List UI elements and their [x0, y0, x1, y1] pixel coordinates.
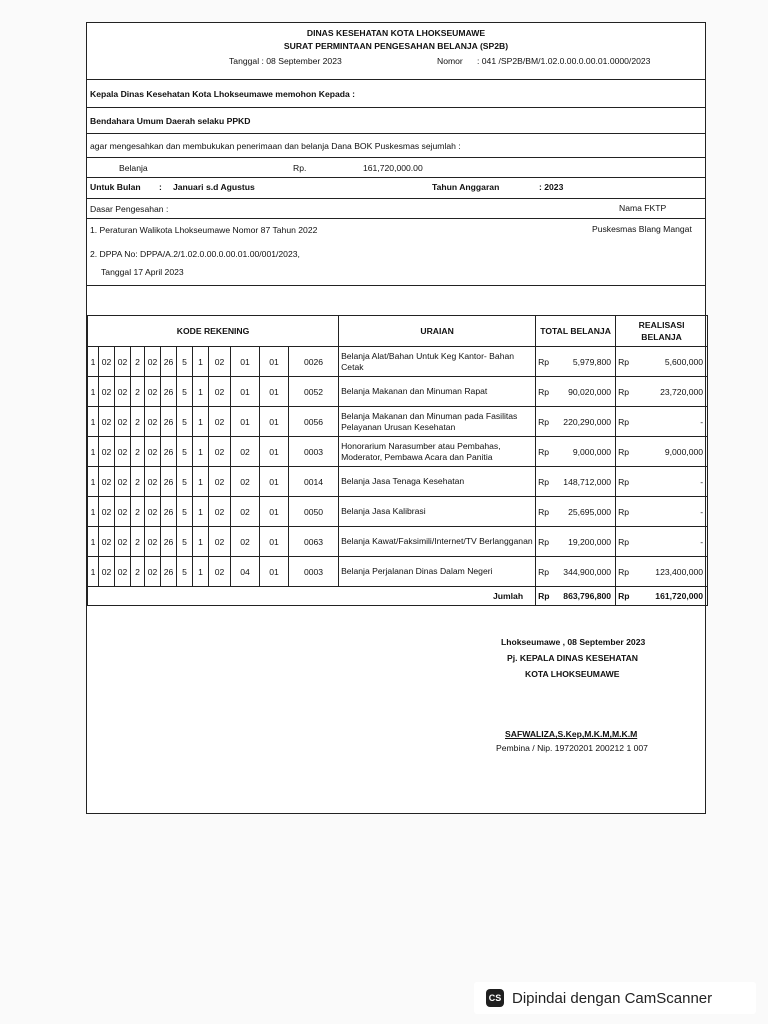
kode-cell: 2 [131, 467, 145, 497]
kode-cell: 02 [99, 377, 115, 407]
signature-place-date: Lhokseumawe , 08 September 2023 [501, 637, 646, 647]
kode-cell: 01 [231, 407, 260, 437]
realisasi-amount-cell: - [632, 407, 708, 437]
total-amount-cell: 19,200,000 [552, 527, 616, 557]
kode-cell: 5 [177, 437, 193, 467]
uraian-cell: Belanja Perjalanan Dinas Dalam Negeri [339, 557, 536, 587]
kode-cell: 26 [161, 467, 177, 497]
kode-cell: 02 [99, 497, 115, 527]
kode-cell: 02 [145, 407, 161, 437]
kode-cell: 02 [209, 347, 231, 377]
uraian-cell: Belanja Kawat/Faksimili/Internet/TV Berlangganan [339, 527, 536, 557]
reference-2: 2. DPPA No: DPPA/A.2/1.02.0.00.0.00.01.00/001/2023, [90, 249, 300, 259]
kode-cell: 02 [99, 557, 115, 587]
kode-cell: 02 [99, 527, 115, 557]
kode-cell: 2 [131, 557, 145, 587]
kode-cell: 01 [260, 377, 289, 407]
jumlah-row [88, 587, 708, 606]
total-amount-cell: 9,000,000 [552, 437, 616, 467]
table-row [88, 347, 708, 377]
kode-cell: 02 [115, 377, 131, 407]
kode-cell: 0050 [289, 497, 339, 527]
kode-cell: 02 [115, 527, 131, 557]
agar-line: agar mengesahkan dan membukukan penerimaan dan belanja Dana BOK Puskesmas sejumlah : [90, 141, 461, 151]
camscanner-icon: CS [486, 989, 504, 1007]
kode-cell: 02 [115, 497, 131, 527]
total-currency-cell: Rp [536, 497, 552, 527]
header-uraian: URAIAN [339, 316, 536, 347]
bulan-label: Untuk Bulan [90, 182, 141, 192]
belanja-amount: 161,720,000.00 [363, 163, 423, 173]
kode-cell: 02 [209, 527, 231, 557]
bulan-value: Januari s.d Agustus [173, 182, 255, 192]
header-total-belanja: TOTAL BELANJA [536, 316, 616, 347]
table-row [88, 467, 708, 497]
jumlah-realisasi-currency: Rp [616, 587, 632, 606]
kode-cell: 5 [177, 407, 193, 437]
table-row [88, 497, 708, 527]
realisasi-currency-cell: Rp [616, 347, 632, 377]
kode-cell: 02 [115, 407, 131, 437]
kode-rekening-table [87, 315, 708, 606]
kode-cell: 02 [115, 437, 131, 467]
kode-cell: 1 [193, 497, 209, 527]
kode-cell: 02 [145, 497, 161, 527]
kode-cell: 5 [177, 557, 193, 587]
kode-cell: 1 [88, 407, 99, 437]
total-currency-cell: Rp [536, 377, 552, 407]
dasar-label: Dasar Pengesahan : [90, 204, 169, 214]
kode-cell: 5 [177, 497, 193, 527]
jumlah-total-amount: 863,796,800 [552, 587, 616, 606]
total-currency-cell: Rp [536, 467, 552, 497]
kode-cell: 5 [177, 377, 193, 407]
table-row [88, 407, 708, 437]
kode-cell: 02 [209, 497, 231, 527]
realisasi-currency-cell: Rp [616, 407, 632, 437]
kode-cell: 26 [161, 437, 177, 467]
kode-cell: 1 [88, 437, 99, 467]
kode-cell: 04 [231, 557, 260, 587]
realisasi-currency-cell: Rp [616, 437, 632, 467]
camscanner-text: Dipindai dengan CamScanner [512, 989, 713, 1007]
reference-2-date: Tanggal 17 April 2023 [101, 267, 184, 277]
total-currency-cell: Rp [536, 347, 552, 377]
total-currency-cell: Rp [536, 437, 552, 467]
header-realisasi-line2: BELANJA [641, 332, 682, 342]
reference-1: 1. Peraturan Walikota Lhokseumawe Nomor 87 Tahun 2022 [90, 225, 318, 235]
jumlah-total-currency: Rp [536, 587, 552, 606]
kode-cell: 1 [193, 467, 209, 497]
header-kode-rekening: KODE REKENING [88, 316, 339, 347]
puskesmas-name: Puskesmas Blang Mangat [592, 224, 692, 234]
kode-cell: 01 [260, 467, 289, 497]
uraian-cell: Belanja Jasa Kalibrasi [339, 497, 536, 527]
kode-cell: 01 [231, 347, 260, 377]
kode-cell: 1 [88, 557, 99, 587]
kode-cell: 02 [209, 377, 231, 407]
realisasi-amount-cell: - [632, 527, 708, 557]
kode-cell: 0003 [289, 557, 339, 587]
kode-cell: 1 [193, 347, 209, 377]
kode-cell: 02 [115, 557, 131, 587]
nama-fktp-label: Nama FKTP [619, 203, 667, 213]
kode-cell: 0026 [289, 347, 339, 377]
kode-cell: 0052 [289, 377, 339, 407]
realisasi-amount-cell: - [632, 467, 708, 497]
realisasi-currency-cell: Rp [616, 497, 632, 527]
realisasi-currency-cell: Rp [616, 467, 632, 497]
rp-label: Rp. [293, 163, 307, 173]
kode-cell: 1 [193, 437, 209, 467]
tahun-label: Tahun Anggaran [432, 182, 500, 192]
kode-cell: 02 [209, 407, 231, 437]
total-amount-cell: 90,020,000 [552, 377, 616, 407]
kode-cell: 02 [145, 347, 161, 377]
kode-cell: 5 [177, 527, 193, 557]
uraian-cell: Belanja Jasa Tenaga Kesehatan [339, 467, 536, 497]
table-row [88, 557, 708, 587]
kode-cell: 02 [99, 407, 115, 437]
uraian-cell: Honorarium Narasumber atau Pembahas, Moderator, Pembawa Acara dan Panitia [339, 437, 536, 467]
table-row [88, 377, 708, 407]
realisasi-amount-cell: 9,000,000 [632, 437, 708, 467]
kode-cell: 26 [161, 377, 177, 407]
total-amount-cell: 344,900,000 [552, 557, 616, 587]
bulan-colon: : [159, 182, 162, 192]
kode-cell: 1 [88, 347, 99, 377]
kode-cell: 02 [115, 347, 131, 377]
total-amount-cell: 5,979,800 [552, 347, 616, 377]
realisasi-amount-cell: - [632, 497, 708, 527]
kode-cell: 0003 [289, 437, 339, 467]
kode-cell: 02 [145, 527, 161, 557]
realisasi-amount-cell: 23,720,000 [632, 377, 708, 407]
sp2b-document [86, 22, 706, 814]
kode-cell: 02 [145, 467, 161, 497]
header-nomor-label: Nomor [437, 56, 463, 66]
realisasi-currency-cell: Rp [616, 377, 632, 407]
header-date: Tanggal : 08 September 2023 [229, 56, 342, 66]
realisasi-currency-cell: Rp [616, 557, 632, 587]
header-realisasi-line1: REALISASI [638, 320, 685, 330]
kode-cell: 02 [145, 377, 161, 407]
signature-name: SAFWALIZA,S.Kep,M.K.M,M.K.M [505, 729, 638, 739]
kode-cell: 2 [131, 437, 145, 467]
kode-cell: 0014 [289, 467, 339, 497]
header-nomor-value: : 041 /SP2B/BM/1.02.0.00.0.00.01.0000/2023 [477, 56, 651, 66]
jumlah-label: Jumlah [88, 587, 536, 606]
kode-cell: 0056 [289, 407, 339, 437]
kode-cell: 02 [99, 347, 115, 377]
signature-title-1: Pj. KEPALA DINAS KESEHATAN [507, 653, 638, 663]
kepala-line: Kepala Dinas Kesehatan Kota Lhokseumawe memohon Kepada : [90, 89, 356, 99]
realisasi-amount-cell: 5,600,000 [632, 347, 708, 377]
kode-cell: 02 [209, 467, 231, 497]
kode-cell: 26 [161, 347, 177, 377]
kode-cell: 02 [145, 437, 161, 467]
kode-cell: 01 [260, 437, 289, 467]
kode-cell: 1 [88, 377, 99, 407]
kode-cell: 01 [260, 557, 289, 587]
table-row [88, 527, 708, 557]
kode-cell: 0063 [289, 527, 339, 557]
camscanner-watermark [474, 982, 756, 1014]
kode-cell: 2 [131, 347, 145, 377]
kode-cell: 01 [260, 407, 289, 437]
kode-cell: 02 [231, 497, 260, 527]
total-amount-cell: 148,712,000 [552, 467, 616, 497]
total-amount-cell: 220,290,000 [552, 407, 616, 437]
uraian-cell: Belanja Makanan dan Minuman Rapat [339, 377, 536, 407]
kode-cell: 02 [231, 467, 260, 497]
kode-cell: 2 [131, 377, 145, 407]
kode-cell: 1 [88, 467, 99, 497]
kode-cell: 2 [131, 407, 145, 437]
kode-cell: 02 [231, 527, 260, 557]
header-realisasi-belanja [616, 316, 708, 347]
realisasi-currency-cell: Rp [616, 527, 632, 557]
kode-cell: 1 [193, 407, 209, 437]
header-line2: SURAT PERMINTAAN PENGESAHAN BELANJA (SP2B) [283, 41, 509, 51]
kode-cell: 01 [260, 347, 289, 377]
jumlah-realisasi-amount: 161,720,000 [632, 587, 708, 606]
kode-cell: 01 [260, 497, 289, 527]
belanja-label: Belanja [119, 163, 148, 173]
kode-cell: 26 [161, 407, 177, 437]
signature-title-2: KOTA LHOKSEUMAWE [525, 669, 620, 679]
kode-cell: 5 [177, 467, 193, 497]
uraian-cell: Belanja Makanan dan Minuman pada Fasilitas Pelayanan Urusan Kesehatan [339, 407, 536, 437]
kode-cell: 26 [161, 557, 177, 587]
bendahara-line: Bendahara Umum Daerah selaku PPKD [90, 116, 251, 126]
kode-cell: 02 [145, 557, 161, 587]
kode-cell: 2 [131, 497, 145, 527]
kode-cell: 01 [260, 527, 289, 557]
kode-cell: 1 [193, 377, 209, 407]
kode-cell: 02 [99, 467, 115, 497]
total-amount-cell: 25,695,000 [552, 497, 616, 527]
table-row [88, 437, 708, 467]
kode-cell: 2 [131, 527, 145, 557]
kode-cell: 26 [161, 527, 177, 557]
total-currency-cell: Rp [536, 407, 552, 437]
kode-cell: 02 [209, 557, 231, 587]
kode-cell: 01 [231, 377, 260, 407]
realisasi-amount-cell: 123,400,000 [632, 557, 708, 587]
total-currency-cell: Rp [536, 527, 552, 557]
kode-cell: 02 [209, 437, 231, 467]
kode-cell: 02 [99, 437, 115, 467]
total-currency-cell: Rp [536, 557, 552, 587]
kode-cell: 1 [88, 497, 99, 527]
kode-cell: 02 [231, 437, 260, 467]
kode-cell: 1 [193, 557, 209, 587]
kode-cell: 1 [88, 527, 99, 557]
signature-nip: Pembina / Nip. 19720201 200212 1 007 [496, 743, 648, 753]
header-line1: DINAS KESEHATAN KOTA LHOKSEUMAWE [306, 28, 486, 38]
tahun-value: : 2023 [539, 182, 564, 192]
kode-cell: 5 [177, 347, 193, 377]
kode-cell: 02 [115, 467, 131, 497]
table-header-row [88, 316, 708, 347]
kode-cell: 26 [161, 497, 177, 527]
kode-cell: 1 [193, 527, 209, 557]
uraian-cell: Belanja Alat/Bahan Untuk Keg Kantor- Bahan Cetak [339, 347, 536, 377]
